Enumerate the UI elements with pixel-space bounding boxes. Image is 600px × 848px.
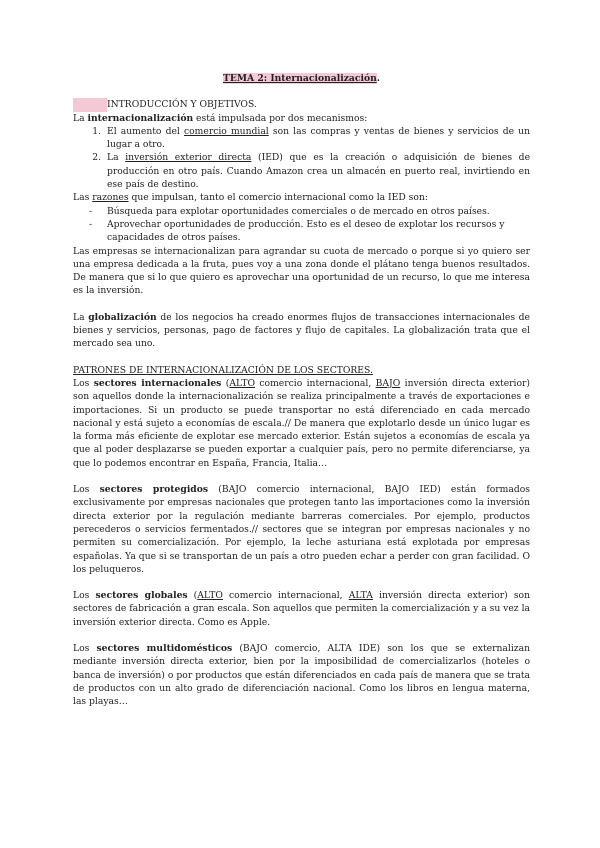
text-run: La [107,152,126,164]
international-sectors-paragraph [73,377,530,470]
text-run: ( [221,377,230,389]
text-run: está impulsada por dos mecanismos: [193,112,368,124]
list-item [73,205,530,218]
text-run: La [73,311,89,323]
list-item [73,151,530,191]
underlined-alta: ALTA [348,590,373,602]
page-title [73,72,530,85]
text-run: Las [73,192,93,204]
text-run: El aumento del [107,125,184,137]
list-dash: - [89,218,93,230]
text-run: Los [73,642,97,654]
text-run: son las compras y ventas de bienes y servicios de un lugar a otro. [107,125,530,151]
protected-sectors-paragraph [73,483,530,576]
term-globalizacion: globalización [88,311,157,323]
text-run: Los [73,377,94,389]
text-run: Los [73,590,96,602]
term-razones: razones [92,192,129,204]
text-run: (BAJO comercio internacional, BAJO IED) están formados exclusivamente por empresas nacionales que protegen tanto las importaciones como la inversión directa exterior por la regulación mediante barreras comerciales. Por ejemplo, productos perecederos o servicios fermentados.// sectores que se integran por empresas nacionales y no permiten su comercialización. Por ejemplo, la leche asturiana está explotada por empresas españolas. Ya que si se transportan de un país a otro pueden echar a perder con gran facilidad. O los peluqueros. [73,484,530,575]
underlined-alto: ALTO [229,377,255,389]
list-item [73,125,530,152]
globalization-paragraph [73,311,530,351]
list-item [73,218,530,245]
text-run: comercio internacional, [222,590,349,602]
term-sectores-multidomesticos: sectores multidomésticos [96,642,233,654]
document-body [73,72,530,708]
list-dash: - [89,205,93,217]
list-item-text: Aprovechar oportunidades de producción. Esto es el deseo de explotar los recursos y capacidades de otros países. [107,218,505,244]
intro-paragraph-2: Las empresas se internacionalizan para agrandar su cuota de mercado o porque si yo quiero ser una empresa dedicada a la fruta, pues voy a una zona donde el plátano tenga buenos resultados. De manera que si lo que quiero es aprovechar una oportunidad de un recurso, lo que me interesa es la inversión. [73,245,530,297]
text-run: (IED) que es la creación o adquisición de bienes de producción en otro país. Cuando Amazon crea un almacén en puerto real, invirtiendo en ese país de destino. [107,152,531,191]
underlined-bajo: BAJO [375,377,401,389]
intro-paragraph [73,112,530,125]
heading-highlight [73,98,107,111]
text-run: (BAJO comercio, ALTA IDE) son los que se externalizan mediante inversión directa exterior, bien por la imposibilidad de comercializarlos (hoteles o banca de inversión) o por productos que están diferenciados en cada país de manera que se trata de productos con un alto grado de diferenciación nacional. Como los libros en lengua materna, las playas… [73,642,530,708]
list-number: 1. [92,125,101,137]
list-item-text: Búsqueda para explotar oportunidades comerciales o de mercado en otros países. [107,205,490,217]
term-sectores-globales: sectores globales [95,590,188,602]
text-run: ( [187,590,198,602]
patterns-heading: PATRONES DE INTERNACIONALIZACIÓN DE LOS SECTORES. [73,364,373,376]
reasons-list [73,205,530,245]
term-sectores-protegidos: sectores protegidos [99,484,209,496]
text-run: comercio internacional, [255,377,376,389]
intro-heading-text: INTRODUCCIÓN Y OBJETIVOS. [107,99,257,111]
list-item-text [107,151,530,191]
mechanisms-list [73,125,530,191]
text-run: inversión directa exterior) son aquellos donde la internacionalización se realiza principalmente a través de exportaciones e importaciones. Si un producto se puede transportar no está diferenciado en cada mercado nacional y está sujeto a economías de escala.// De manera que explotarlo desde un único lugar es la forma más eficiente de explotar ese mercado exterior. Están sujetos a economías de escala ya que al poder desplazarse se pueden exportar a cualquier país, pero no permite diferenciarse, ya que lo podemos encontrar en España, Francia, Italia… [73,377,530,469]
text-run: Los [73,484,100,496]
title-text: TEMA 2: Internacionalización [223,73,377,84]
list-item-text [107,125,530,152]
global-sectors-paragraph [73,589,530,629]
text-run: de los negocios ha creado enormes flujos de transacciones internacionales de bienes y servicios, personas, pago de factores y flujo de capitales. La globalización trata que el mercado sea uno. [73,311,530,350]
list-number: 2. [92,152,101,164]
term-inversion-exterior-directa: inversión exterior directa [125,152,252,164]
reasons-intro [73,191,530,204]
term-internacionalizacion: internacionalización [87,112,194,124]
text-run: que impulsan, tanto el comercio internacional como la IED son: [128,192,428,204]
text-run: inversión directa exterior) son sectores de fabricación a gran escala. Son aquellos que permiten la comercialización y a su vez la inversión exterior directa. Como es Apple. [73,590,530,628]
title-suffix: . [376,73,380,84]
multidomestic-sectors-paragraph [73,642,530,708]
underlined-alto: ALTO [197,590,223,602]
term-comercio-mundial: comercio mundial [184,125,269,137]
intro-heading [73,98,530,111]
term-sectores-internacionales: sectores internacionales [93,377,222,389]
text-run: La [73,112,88,124]
